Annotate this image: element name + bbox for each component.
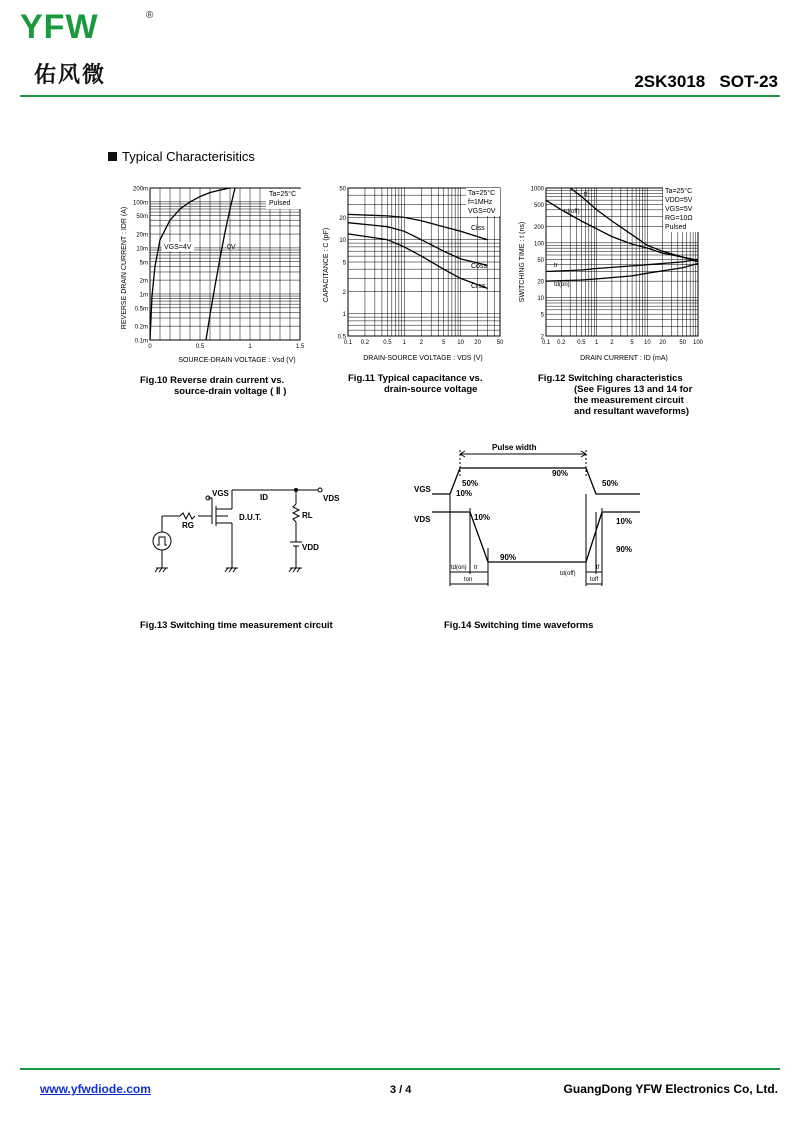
part-number: 2SK3018 <box>634 72 706 91</box>
x-tick-label: 10 <box>457 340 464 346</box>
x-tick-label: 1.5 <box>295 344 305 350</box>
series-line-ciss <box>348 214 488 239</box>
x-tick-label: 0.5 <box>577 340 586 346</box>
fig14-p50a: 50% <box>462 479 479 488</box>
y-tick-label: 2m <box>139 278 148 285</box>
y-tick-label: 10 <box>537 296 544 303</box>
y-tick-label: 5m <box>139 260 148 267</box>
y-tick-label: 0.2m <box>134 324 148 331</box>
fig14-tf: tf <box>596 565 600 571</box>
fig11-cond-1: Ta=25°C <box>468 190 496 197</box>
fig14-tr: tr <box>474 565 478 571</box>
fig14-p10a: 10% <box>456 489 473 498</box>
fig14-p90a: 90% <box>552 469 569 478</box>
fig12-label-tdon: td(on) <box>554 282 570 288</box>
fig10-caption-line1: Fig.10 Reverse drain current vs. <box>140 375 285 386</box>
pulse-waveform-icon <box>157 537 167 545</box>
company-name: GuangDong YFW Electronics Co, Ltd. <box>563 1082 778 1096</box>
fig14-p90c: 90% <box>616 545 633 554</box>
fig10-cond-2: Pulsed <box>269 200 291 207</box>
fig12-cond-1: Ta=25°C <box>665 188 693 195</box>
y-tick-label: 1m <box>139 292 148 299</box>
x-tick-label: 0.2 <box>557 340 566 346</box>
fig14-p90b: 90% <box>500 553 517 562</box>
fig10-xlabel: SOURCE-DRAIN VOLTAGE : Vsd (V) <box>178 357 296 364</box>
fig11-x-ticks <box>344 340 504 346</box>
x-tick-label: 0.2 <box>360 340 370 346</box>
fig12-caption-line2: (See Figures 13 and 14 for <box>574 384 693 395</box>
page-number: 3 / 4 <box>390 1084 412 1096</box>
square-bullet-icon <box>108 152 117 161</box>
series-line-coss <box>348 223 488 266</box>
y-tick-label: 200 <box>533 224 544 231</box>
y-tick-label: 50m <box>136 214 148 221</box>
fig10-caption <box>140 375 286 397</box>
x-tick-label: 5 <box>442 340 446 346</box>
fig11-y-ticks <box>338 187 347 341</box>
vds-terminal-icon <box>318 488 322 492</box>
fig10-grid <box>150 188 300 340</box>
fig13-circuit <box>140 478 360 588</box>
fig12-ylabel: SWITCHING TIME : t (ns) <box>519 221 526 303</box>
y-tick-label: 20 <box>339 215 346 222</box>
fig13-label-rl: RL <box>302 511 313 520</box>
y-tick-label: 200m <box>132 186 148 193</box>
fig11-caption <box>348 373 482 395</box>
x-tick-label: 0.5 <box>383 340 392 346</box>
x-tick-label: 2 <box>419 340 423 346</box>
x-tick-label: 10 <box>643 340 651 346</box>
x-tick-label: 1 <box>594 340 599 346</box>
fig10-cond-1: Ta=25°C <box>269 191 297 198</box>
fig11-cond-2: f=1MHz <box>468 199 493 206</box>
y-tick-label: 2 <box>342 289 346 296</box>
x-tick-label: 50 <box>679 340 687 346</box>
ground-icon <box>155 568 168 572</box>
fig12-label-tr: tr <box>554 263 558 269</box>
y-tick-label: 10m <box>136 246 148 253</box>
logo: YFW <box>20 8 99 46</box>
y-tick-label: 500 <box>533 203 544 210</box>
fig12-caption <box>538 373 692 417</box>
fig12-cond-4: RG=10Ω <box>665 215 693 222</box>
fig10-annot-vgs0: 0V <box>227 244 236 251</box>
logo-chinese: 佑风微 <box>34 63 107 88</box>
y-tick-label: 5 <box>342 260 346 267</box>
pulse-source-icon <box>153 532 171 550</box>
fig12-chart <box>514 180 714 370</box>
fig12-caption-line1: Fig.12 Switching characteristics <box>538 373 683 384</box>
fig12-y-ticks <box>531 187 545 341</box>
y-tick-label: 20 <box>537 279 544 286</box>
vds-waveform <box>432 512 640 562</box>
fig14-waveforms <box>410 438 660 588</box>
fig14-p10b: 10% <box>474 513 491 522</box>
y-tick-label: 0.5m <box>134 306 148 313</box>
x-tick-label: 1 <box>402 340 406 346</box>
fig11-caption-line1: Fig.11 Typical capacitance vs. <box>348 373 483 384</box>
series-line-0v <box>206 188 235 340</box>
x-tick-label: 100 <box>692 340 704 346</box>
y-tick-label: 0.5 <box>337 334 346 341</box>
y-tick-label: 1000 <box>530 186 544 193</box>
fig12-label-tf: tf <box>584 192 588 198</box>
x-tick-label: 2 <box>610 340 614 346</box>
fig11-caption-line2: drain-source voltage <box>384 384 478 395</box>
section-title: Typical Characterisitics <box>122 149 255 164</box>
fig13-label-vgs: VGS <box>212 489 229 498</box>
fig14-caption: Fig.14 Switching time waveforms <box>444 620 594 631</box>
fig11-label-coss: Coss <box>471 263 487 270</box>
website-link[interactable]: www.yfwdiode.com <box>40 1082 151 1096</box>
fig10-chart <box>112 180 312 370</box>
y-tick-label: 2 <box>540 334 544 341</box>
fig13-label-vdd: VDD <box>302 543 319 552</box>
junction-dot-icon <box>294 488 298 492</box>
y-tick-label: 0.1m <box>134 338 148 345</box>
fig13-label-id: ID <box>260 493 268 502</box>
y-tick-label: 5 <box>540 312 544 319</box>
fig12-caption-line4: and resultant waveforms) <box>574 406 690 417</box>
footer-divider <box>20 1068 780 1070</box>
fig14-td-on: td(on) <box>451 565 467 571</box>
y-tick-label: 1 <box>342 312 346 319</box>
fig11-label-crss: Crss <box>471 283 486 290</box>
gate-resistor-icon <box>180 513 195 519</box>
x-tick-label: 50 <box>496 340 504 346</box>
plot-frame <box>150 188 300 340</box>
fig11-chart <box>318 180 508 370</box>
y-tick-label: 100 <box>533 241 544 248</box>
fig12-caption-line3: the measurement circuit <box>574 395 684 406</box>
fig10-y-ticks <box>133 187 148 345</box>
y-tick-label: 50 <box>537 257 544 264</box>
x-tick-label: 5 <box>630 340 634 346</box>
fig11-label-ciss: Ciss <box>471 225 485 232</box>
x-tick-label: 0 <box>148 344 152 350</box>
y-tick-label: 20m <box>136 232 148 239</box>
x-tick-label: 1 <box>248 344 252 350</box>
package-type: SOT-23 <box>719 72 778 91</box>
x-tick-label: 0.5 <box>195 344 205 350</box>
fig14-ton: ton <box>464 577 473 583</box>
page-title <box>634 72 778 92</box>
series-line-tr <box>546 259 698 271</box>
registered-mark: ® <box>146 10 154 21</box>
fig14-toff: toff <box>590 577 599 583</box>
x-tick-label: 0.1 <box>343 340 353 346</box>
x-tick-label: 20 <box>659 340 666 346</box>
fig14-label-vds: VDS <box>414 515 431 524</box>
load-resistor-icon <box>293 504 299 522</box>
fig13-label-dut: D.U.T. <box>239 513 262 522</box>
ground-icon <box>289 568 302 572</box>
y-tick-label: 100m <box>132 200 148 207</box>
x-tick-label: 20 <box>474 340 481 346</box>
fig12-x-ticks <box>542 340 704 346</box>
fig12-cond-3: VGS=5V <box>665 206 693 213</box>
fig11-cond-3: VGS=0V <box>468 208 496 215</box>
fig10-series <box>150 188 235 340</box>
y-tick-label: 50 <box>339 186 346 193</box>
fig10-ylabel: REVERSE DRAIN CURRENT : IDR (A) <box>121 206 128 330</box>
fig14-label-vgs: VGS <box>414 485 431 494</box>
fig10-caption-line2: source-drain voltage ( Ⅱ ) <box>174 386 287 397</box>
fig14-pulse-width: Pulse width <box>492 443 537 452</box>
y-tick-label: 10 <box>339 238 346 245</box>
fig11-ylabel: CAPACITANCE : C (pF) <box>323 227 330 303</box>
header-divider <box>20 95 780 97</box>
fig13-label-vds: VDS <box>323 494 340 503</box>
fig12-cond-5: Pulsed <box>665 224 687 231</box>
section-heading <box>108 149 255 164</box>
x-tick-label: 0.1 <box>541 340 551 346</box>
fig13-caption: Fig.13 Switching time measurement circuit <box>140 620 333 631</box>
fig11-xlabel: DRAIN-SOURCE VOLTAGE : VDS (V) <box>363 355 483 362</box>
series-line-crss <box>348 234 488 289</box>
fig12-cond-2: VDD=5V <box>665 197 693 204</box>
fig10-annot-vgs4: VGS=4V <box>164 244 192 251</box>
fig14-p10c: 10% <box>616 517 633 526</box>
fig12-label-tdoff: td(off) <box>564 209 580 215</box>
fig14-td-off: td(off) <box>560 571 576 577</box>
ground-icon <box>225 568 238 572</box>
fig13-label-rg: RG <box>182 521 194 530</box>
fig14-p50b: 50% <box>602 479 619 488</box>
fig10-x-ticks <box>148 344 305 350</box>
fig12-xlabel: DRAIN CURRENT : ID (mA) <box>580 355 668 362</box>
